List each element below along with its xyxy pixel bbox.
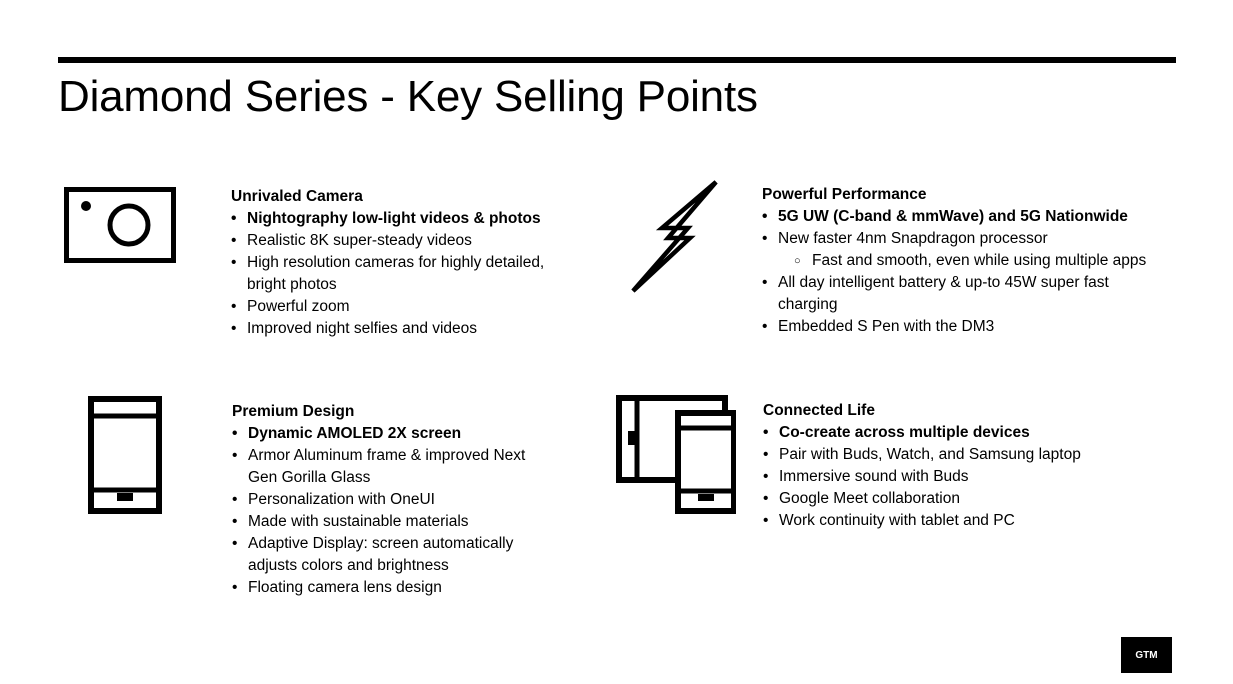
section-premium-design [232,401,547,599]
list-item: • Pair with Buds, Watch, and Samsung laptop [763,444,1123,466]
camera-icon [64,187,176,268]
lightning-bolt-icon [630,180,722,299]
list-item: • Nightography low-light videos & photos [231,208,561,230]
list-item: • All day intelligent battery & up-to 45W super fast charging [762,272,1138,316]
list-item: • Powerful zoom [231,296,561,318]
section-heading: Powerful Performance [762,186,927,203]
multiple-devices-icon [616,395,736,520]
page-title: Diamond Series - Key Selling Points [58,72,758,121]
list-item: • Immersive sound with Buds [763,466,1123,488]
list-item: • High resolution cameras for highly detailed, bright photos [231,252,561,296]
section-heading: Unrivaled Camera [231,188,363,205]
list-item: • Work continuity with tablet and PC [763,510,1123,532]
sub-list-item: ○ Fast and smooth, even while using multiple apps [794,250,1172,272]
list-item: • Armor Aluminum frame & improved Next Gen Gorilla Glass [232,445,547,489]
list-item: • Realistic 8K super-steady videos [231,230,561,252]
smartphone-icon [88,396,162,519]
list-item: • Co-create across multiple devices [763,422,1123,444]
list-item: • Improved night selfies and videos [231,318,561,340]
bullet-list [231,208,561,340]
list-item: • New faster 4nm Snapdragon processor [762,228,1172,250]
list-item: • Personalization with OneUI [232,489,547,511]
bullet-list [762,206,1172,338]
title-rule [58,57,1176,63]
section-unrivaled-camera [231,186,561,340]
list-item: • Floating camera lens design [232,577,547,599]
gtm-badge: GTM [1121,637,1172,673]
list-item: • Google Meet collaboration [763,488,1123,510]
list-item: • Embedded S Pen with the DM3 [762,316,1172,338]
list-item: • Dynamic AMOLED 2X screen [232,423,547,445]
list-item: • Adaptive Display: screen automatically adjusts colors and brightness [232,533,547,577]
section-heading: Premium Design [232,403,355,420]
bullet-list [232,423,547,599]
section-powerful-performance [762,184,1172,338]
section-connected-life [763,400,1123,532]
list-item: • 5G UW (C-band & mmWave) and 5G Nationwide [762,206,1172,228]
section-heading: Connected Life [763,402,875,419]
list-item: • Made with sustainable materials [232,511,547,533]
bullet-list [763,422,1123,532]
